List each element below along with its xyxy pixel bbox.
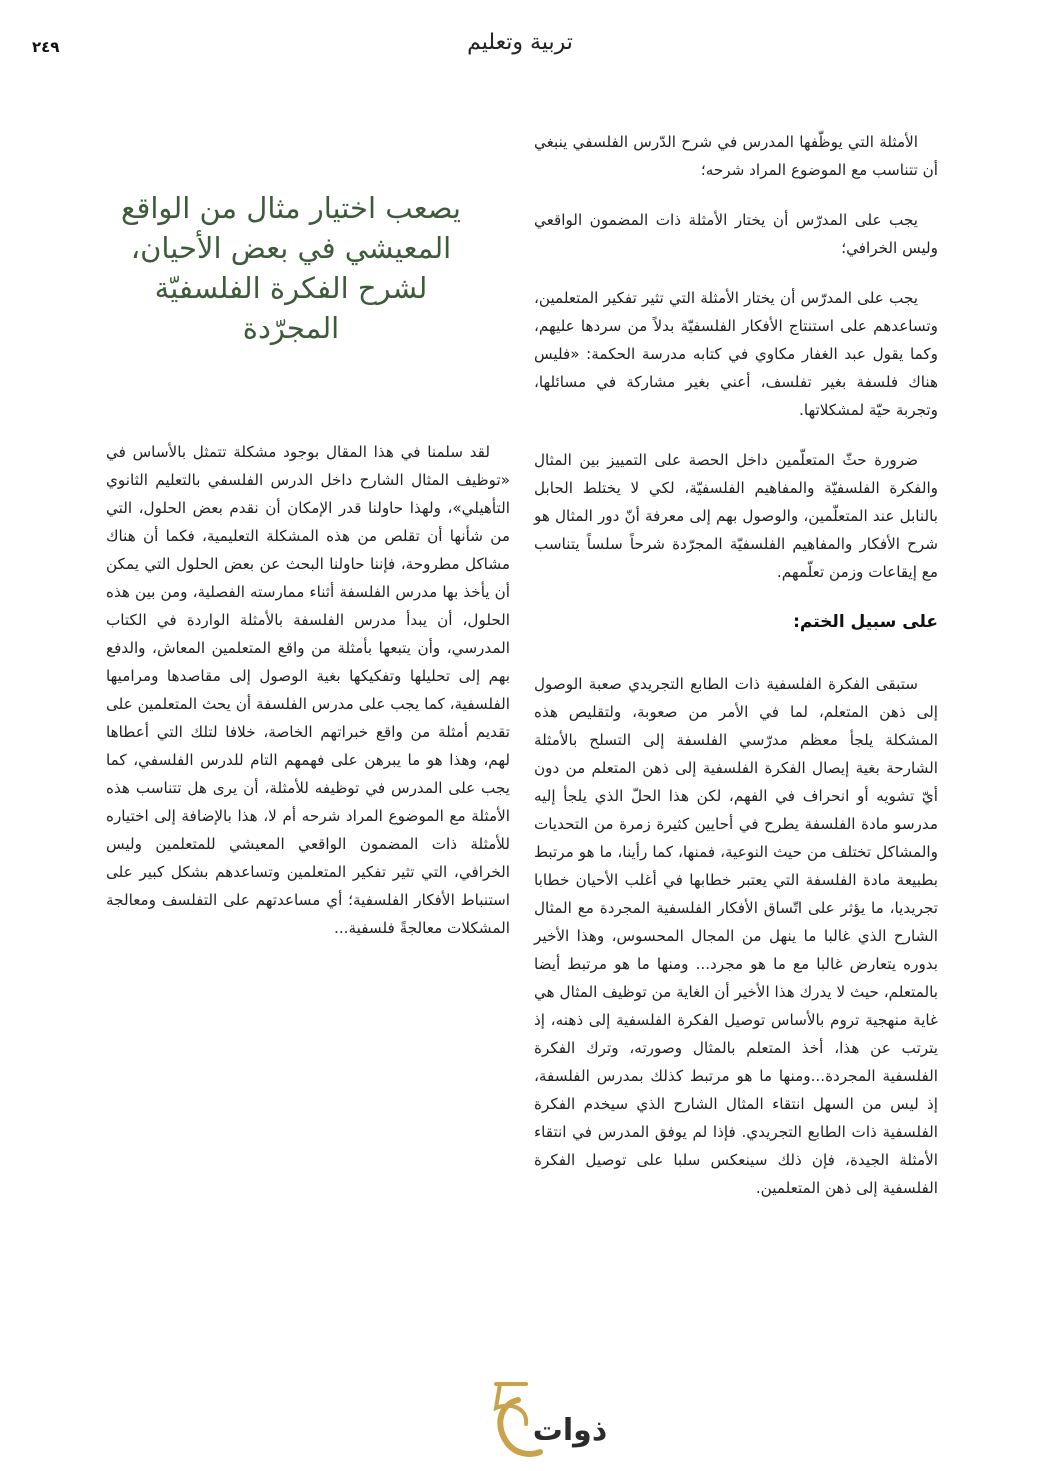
paragraph: يجب على المدرّس أن يختار الأمثلة التي تثير تفكير المتعلمين، وتساعدهم على استنتاج الأفكار الفلسفيّة بدلاً من سردها عليهم، وكما يقول عبد الغفار مكاوي في كتابه مدرسة الحكمة: «فليس هناك فلسفة بغير تفلسف، أعني بغير مشاركة في مسائلها، وتجربة حيّة لمشكلاتها. <box>534 289 938 419</box>
page-number: ٢٤٩ <box>32 38 60 56</box>
paragraph: يجب على المدرّس أن يختار الأمثلة ذات المضمون الواقعي وليس الخرافي؛ <box>534 211 938 257</box>
paragraph: لقد سلمنا في هذا المقال بوجود مشكلة تتمثل بالأساس في «توظيف المثال الشارح داخل الدرس الفلسفي بالتعليم الثانوي التأهيلي»، ولهذا حاولنا قدر الإمكان أن نقدم بعض الحلول، التي من شأنها أن تقلص من هذه المشكلة التعليمية، فكما أن هناك مشاكل مطروحة، فإننا حاولنا البحث عن بعض الحلول التي يمكن أن يأخذ بها مدرس الفلسفة أثناء ممارسته الفصلية، ومن بين هذه الحلول، أن يبدأ مدرس الفلسفة بالأمثلة الواردة في الكتاب المدرسي، وأن يتبعها بأمثلة من واقع المتعلمين المعاش، والدفع بهم إلى تحليلها وتفكيكها بغية الوصول إلى مقاصدها ومراميها الفلسفية، كما يجب على مدرس الفلسفة أن يحث المتعلمين على تقديم أمثلة من واقع خبراتهم الخاصة، خلافا لتلك التي أعطاها لهم، وهذا هو ما يبرهن على فهمهم التام للدرس الفلسفي، كما يجب على المدرس في توظيفه للأمثلة، أن يرى هل تتناسب هذه الأمثلة مع الموضوع المراد شرحه أم لا، هذا بالإضافة إلى اختياره للأمثلة ذات المضمون الواقعي المعيشي للمتعلمين وليس الخرافي، التي تثير تفكير المتعلمين وتساعدهم بشكل كبير على استنباط الأفكار الفلسفية؛ أي مساعدتهم على التفلسف ومعالجة المشكلات معالجةً فلسفية... <box>106 443 510 937</box>
paragraph: ضرورة حثّ المتعلّمين داخل الحصة على التمييز بين المثال والفكرة الفلسفيّة والمفاهيم الفلسفيّة، لكي لا يختلط الحابل بالنابل عند المتعلّمين، والوصول بهم إلى معرفة أنّ دور المثال هو شرح الأفكار والمفاهيم الفلسفيّة المجرّدة شرحاً سلساً يتناسب مع إيقاعات وزمن تعلّمهم. <box>534 451 938 581</box>
page-header-title: تربية وتعليم <box>467 30 573 55</box>
pull-quote: يصعب اختيار مثال من الواقع المعيشي في بعض الأحيان، لشرح الفكرة الفلسفيّة المجرّدة <box>121 191 461 345</box>
section-heading: على سبيل الختم: <box>793 612 938 632</box>
right-column <box>534 128 938 1224</box>
left-column <box>106 438 510 964</box>
paragraph: ستبقى الفكرة الفلسفية ذات الطابع التجريدي صعبة الوصول إلى ذهن المتعلم، لما في الأمر من صعوبة، ولتقليص هذه المشكلة يلجأ معظم مدرّسي الفلسفة إلى التسلح بالأمثلة الشارحة بغية إيصال الفكرة الفلسفية إلى ذهن المتعلم من دون أيّ تشويه أو انحراف في الفهم، لكن هذا الحلّ الذي يلجأ إليه مدرسو مادة الفلسفة يطرح في أحايين كثيرة زمرة من التحديات والمشاكل تختلف من حيث النوعية، فمنها، كما رأينا، ما هو مرتبط بطبيعة مادة الفلسفة التي يعتبر خطابها في أغلب الأحيان خطابا تجريديا، ما يؤثر على اتّساق الأفكار الفلسفية المجردة مع المثال الشارح الذي غالبا ما ينهل من المجال المحسوس، وهذا الأخير بدوره يتعارض غالبا مع ما هو مجرد... ومنها ما هو مرتبط أيضا بالمتعلم، حيث لا يدرك هذا الأخير أن الغاية من توظيف المثال هي غاية منهجية تروم بالأساس توصيل الفكرة الفلسفية إلى ذهنه، إذ يترتب عن هذا، أخذ المتعلم بالمثال وصورته، وترك الفكرة الفلسفية المجردة...ومنها ما هو مرتبط كذلك بمدرس الفلسفة، إذ ليس من السهل انتقاء المثال الشارح الذي سيخدم الفكرة الفلسفية ذات الطابع التجريدي. فإذا لم يوفق المدرس في انتقاء الأمثلة الجيدة، فإن ذلك سينعكس سلبا على توصيل الفكرة الفلسفية إلى ذهن المتعلمين. <box>534 675 938 1197</box>
logo-text: ذوات <box>532 1413 608 1448</box>
paragraph: الأمثلة التي يوظّفها المدرس في شرح الدّرس الفلسفي ينبغي أن تتناسب مع الموضوع المراد شرحه؛ <box>534 133 938 179</box>
dhawat-logo <box>470 1378 610 1458</box>
